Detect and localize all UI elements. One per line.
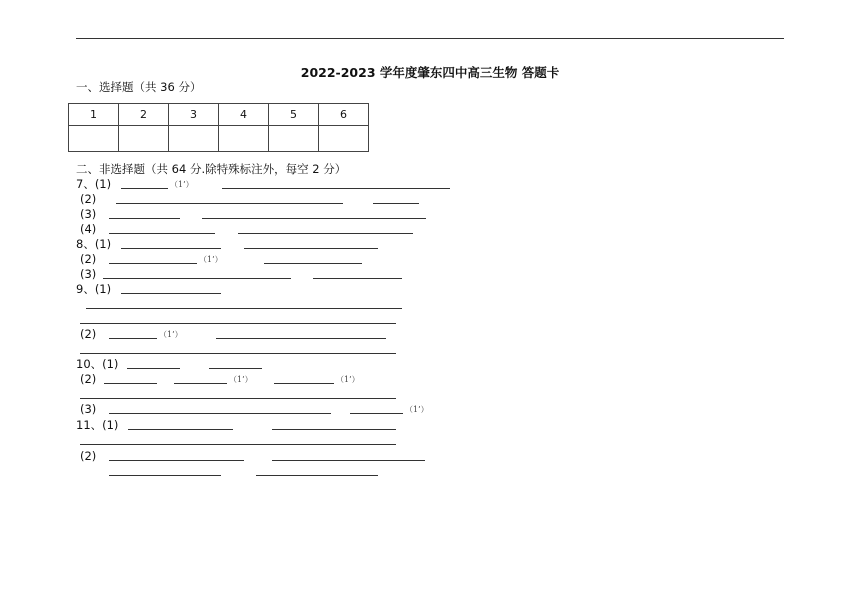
q11-part1-label: 11、(1) bbox=[76, 418, 119, 432]
answer-blank[interactable] bbox=[209, 368, 262, 369]
choice-header-2: 2 bbox=[119, 104, 169, 126]
top-rule bbox=[76, 38, 784, 39]
answer-blank[interactable] bbox=[109, 475, 221, 476]
section-heading-nonchoice: 二、非选择题（共 64 分.除特殊标注外，每空 2 分） bbox=[76, 162, 347, 176]
point-mark: （1’） bbox=[229, 375, 253, 384]
answer-blank[interactable] bbox=[103, 278, 291, 279]
q7-part2-label: (2) bbox=[80, 192, 97, 206]
answer-blank[interactable] bbox=[80, 353, 396, 354]
answer-blank[interactable] bbox=[272, 429, 396, 430]
point-mark: （1’） bbox=[170, 180, 194, 189]
point-mark: （1’） bbox=[336, 375, 360, 384]
choice-header-1: 1 bbox=[69, 104, 119, 126]
choice-answer-cell-2[interactable] bbox=[119, 126, 169, 152]
choice-answer-cell-4[interactable] bbox=[219, 126, 269, 152]
answer-blank[interactable] bbox=[109, 233, 215, 234]
choice-answer-cell-6[interactable] bbox=[319, 126, 369, 152]
answer-blank[interactable] bbox=[121, 188, 168, 189]
q10-part2-label: (2) bbox=[80, 372, 97, 386]
q8-part2-label: (2) bbox=[80, 252, 97, 266]
answer-blank[interactable] bbox=[104, 383, 157, 384]
choice-answer-table bbox=[68, 103, 369, 152]
q7-part4-label: (4) bbox=[80, 222, 97, 236]
answer-blank[interactable] bbox=[109, 338, 157, 339]
q11-part2-label: (2) bbox=[80, 449, 97, 463]
q10-part3-label: (3) bbox=[80, 402, 97, 416]
q7-part1-label: 7、(1) bbox=[76, 177, 112, 191]
q9-part2-label: (2) bbox=[80, 327, 97, 341]
answer-blank[interactable] bbox=[202, 218, 426, 219]
choice-answer-cell-5[interactable] bbox=[269, 126, 319, 152]
q7-part3-label: (3) bbox=[80, 207, 97, 221]
answer-blank[interactable] bbox=[109, 263, 197, 264]
q8-part1-label: 8、(1) bbox=[76, 237, 112, 251]
answer-blank[interactable] bbox=[116, 203, 343, 204]
choice-header-6: 6 bbox=[319, 104, 369, 126]
choice-header-3: 3 bbox=[169, 104, 219, 126]
answer-blank[interactable] bbox=[256, 475, 378, 476]
choice-answer-cell-1[interactable] bbox=[69, 126, 119, 152]
answer-blank[interactable] bbox=[216, 338, 386, 339]
point-mark: （1’） bbox=[405, 405, 429, 414]
answer-blank[interactable] bbox=[238, 233, 413, 234]
section-heading-choice: 一、选择题（共 36 分） bbox=[76, 80, 202, 94]
point-mark: （1’） bbox=[159, 330, 183, 339]
answer-blank[interactable] bbox=[80, 398, 396, 399]
answer-blank[interactable] bbox=[272, 460, 425, 461]
answer-blank[interactable] bbox=[121, 248, 221, 249]
choice-header-5: 5 bbox=[269, 104, 319, 126]
answer-blank[interactable] bbox=[274, 383, 334, 384]
answer-blank[interactable] bbox=[264, 263, 362, 264]
answer-blank[interactable] bbox=[174, 383, 227, 384]
answer-blank[interactable] bbox=[80, 444, 396, 445]
answer-blank[interactable] bbox=[109, 218, 180, 219]
q10-part1-label: 10、(1) bbox=[76, 357, 119, 371]
page-title: 2022-2023 学年度肇东四中高三生物 答题卡 bbox=[300, 65, 560, 80]
answer-blank[interactable] bbox=[121, 293, 221, 294]
answer-blank[interactable] bbox=[222, 188, 450, 189]
answer-blank[interactable] bbox=[350, 413, 403, 414]
answer-blank[interactable] bbox=[313, 278, 402, 279]
answer-blank[interactable] bbox=[128, 429, 233, 430]
answer-blank[interactable] bbox=[127, 368, 180, 369]
answer-blank[interactable] bbox=[244, 248, 378, 249]
answer-blank[interactable] bbox=[109, 413, 331, 414]
q9-part1-label: 9、(1) bbox=[76, 282, 112, 296]
choice-answer-cell-3[interactable] bbox=[169, 126, 219, 152]
answer-blank[interactable] bbox=[373, 203, 419, 204]
point-mark: （1’） bbox=[199, 255, 223, 264]
q8-part3-label: (3) bbox=[80, 267, 97, 281]
answer-blank[interactable] bbox=[109, 460, 244, 461]
choice-header-4: 4 bbox=[219, 104, 269, 126]
answer-blank[interactable] bbox=[86, 308, 402, 309]
answer-blank[interactable] bbox=[80, 323, 396, 324]
